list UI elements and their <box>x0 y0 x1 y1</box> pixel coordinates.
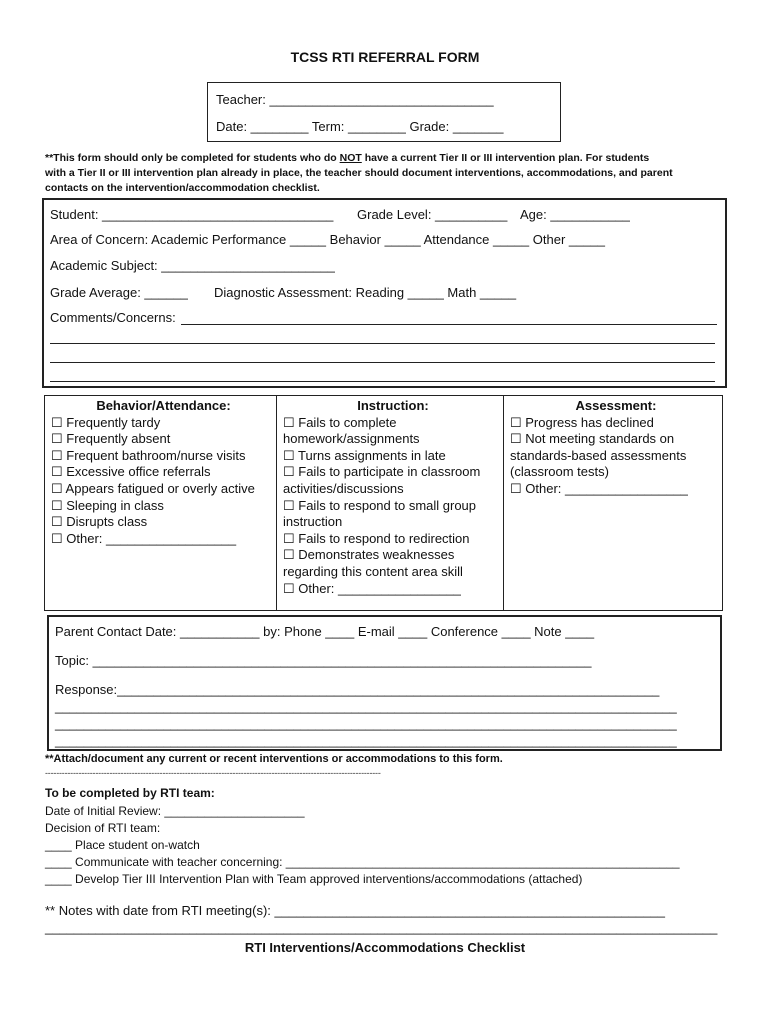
decision-option-on-watch[interactable]: ____ Place student on-watch <box>45 838 200 852</box>
checkbox-item[interactable]: ☐ Appears fatigued or overly active <box>51 480 255 496</box>
date-term-grade-field[interactable]: Date: ________ Term: ________ Grade: _______ <box>216 119 504 134</box>
instruction-header: Instruction: <box>357 398 429 413</box>
initial-review-field[interactable]: Date of Initial Review: _____________________ <box>45 804 305 818</box>
checkbox-item[interactable]: ☐ Frequently tardy <box>51 414 161 430</box>
checkbox-item[interactable]: ☐ Other: _________________ <box>283 580 461 596</box>
decision-option-tier3-plan[interactable]: ____ Develop Tier III Intervention Plan with Team approved interventions/accommodations (attached) <box>45 872 583 886</box>
checkbox-item-continuation: standards-based assessments <box>510 447 687 463</box>
response-line[interactable]: ______________________________________________________________________________________ <box>55 699 677 714</box>
checkbox-item[interactable]: ☐ Frequent bathroom/nurse visits <box>51 447 246 463</box>
rti-team-heading: To be completed by RTI team: <box>45 786 215 800</box>
notice-part1: **This form should only be completed for students who do <box>45 152 340 164</box>
area-of-concern-field[interactable]: Area of Concern: Academic Performance _____ Behavior _____ Attendance _____ Other _____ <box>50 232 606 247</box>
diagnostic-assessment-field[interactable]: Diagnostic Assessment: Reading _____ Math _____ <box>214 285 517 300</box>
assessment-column <box>504 396 722 610</box>
checkbox-item[interactable]: ☐ Progress has declined <box>510 414 654 430</box>
referral-checklist <box>44 395 723 611</box>
checkbox-item[interactable]: ☐ Turns assignments in late <box>283 447 446 463</box>
comments-label: Comments/Concerns: <box>50 310 176 325</box>
checkbox-item[interactable]: ☐ Other: __________________ <box>51 530 237 546</box>
checkbox-item-continuation: regarding this content area skill <box>283 563 463 579</box>
notice-line3: contacts on the intervention/accommodation checklist. <box>45 182 320 194</box>
checkbox-item[interactable]: ☐ Fails to respond to redirection <box>283 530 470 546</box>
checkbox-item[interactable]: ☐ Fails to complete <box>283 414 397 430</box>
comments-line-4[interactable] <box>50 381 715 382</box>
behavior-attendance-column <box>45 396 277 610</box>
teacher-info-box <box>207 82 561 142</box>
comments-line-1[interactable] <box>181 324 717 325</box>
instruction-column <box>277 396 504 610</box>
checkbox-item[interactable]: ☐ Disrupts class <box>51 514 148 530</box>
rti-meeting-notes-line[interactable]: _____________________________________________________________________________________________ <box>45 920 718 935</box>
behavior-attendance-header: Behavior/Attendance: <box>96 398 231 413</box>
parent-contact-field[interactable]: Parent Contact Date: ___________ by: Phone ____ E-mail ____ Conference ____ Note ____ <box>55 624 595 639</box>
form-title: TCSS RTI REFERRAL FORM <box>290 49 480 65</box>
decision-option-communicate[interactable]: ____ Communicate with teacher concerning: ___________________________________________________________ <box>45 855 680 869</box>
rti-meeting-notes-field[interactable]: ** Notes with date from RTI meeting(s): ______________________________________________________ <box>45 903 665 918</box>
response-line[interactable]: ______________________________________________________________________________________ <box>55 733 677 748</box>
checkbox-item-continuation: homework/assignments <box>283 431 420 447</box>
student-field[interactable]: Student: ________________________________ <box>50 207 334 222</box>
checkbox-item[interactable]: ☐ Frequently absent <box>51 431 171 447</box>
response-line[interactable]: ______________________________________________________________________________________ <box>55 716 677 731</box>
rti-decision-label: Decision of RTI team: <box>45 821 161 835</box>
comments-line-2[interactable] <box>50 343 715 344</box>
checkbox-item[interactable]: ☐ Excessive office referrals <box>51 464 211 480</box>
checkbox-item[interactable]: ☐ Not meeting standards on <box>510 431 675 447</box>
checkbox-item[interactable]: ☐ Demonstrates weaknesses <box>283 547 455 563</box>
checkbox-item[interactable]: ☐ Fails to respond to small group <box>283 497 477 513</box>
attach-note: **Attach/document any current or recent interventions or accommodations to this form. <box>45 753 503 765</box>
checkbox-item-continuation: activities/discussions <box>283 480 404 496</box>
topic-field[interactable]: Topic: _____________________________________________________________________ <box>55 653 592 668</box>
academic-subject-field[interactable]: Academic Subject: ________________________ <box>50 258 335 273</box>
separator-line: ------------------------------------------------------------------------------------------------------------------------ <box>45 768 381 778</box>
notice-part2: have a current Tier II or III intervention plan. For students <box>361 152 650 164</box>
checkbox-item-continuation: instruction <box>283 514 343 530</box>
notice-not: NOT <box>339 152 362 164</box>
age-field[interactable]: Age: ___________ <box>520 207 630 222</box>
checkbox-item-continuation: (classroom tests) <box>510 464 609 480</box>
comments-line-3[interactable] <box>50 362 715 363</box>
checklist-title: RTI Interventions/Accommodations Checklist <box>244 940 526 955</box>
teacher-field[interactable]: Teacher: _______________________________ <box>216 92 494 107</box>
notice-line2: with a Tier II or III intervention plan already in place, the teacher should document interventions, accommodations, and parent <box>45 167 673 179</box>
instruction-notice <box>45 151 673 196</box>
assessment-header: Assessment: <box>575 398 657 413</box>
grade-level-field[interactable]: Grade Level: __________ <box>357 207 508 222</box>
checkbox-item[interactable]: ☐ Sleeping in class <box>51 497 164 513</box>
parent-contact-box <box>47 615 722 751</box>
student-info-box <box>42 198 727 388</box>
checkbox-item[interactable]: ☐ Fails to participate in classroom <box>283 464 481 480</box>
grade-average-field[interactable]: Grade Average: ______ <box>50 285 188 300</box>
response-field[interactable]: Response:___________________________________________________________________________ <box>55 682 660 697</box>
checkbox-item[interactable]: ☐ Other: _________________ <box>510 480 688 496</box>
